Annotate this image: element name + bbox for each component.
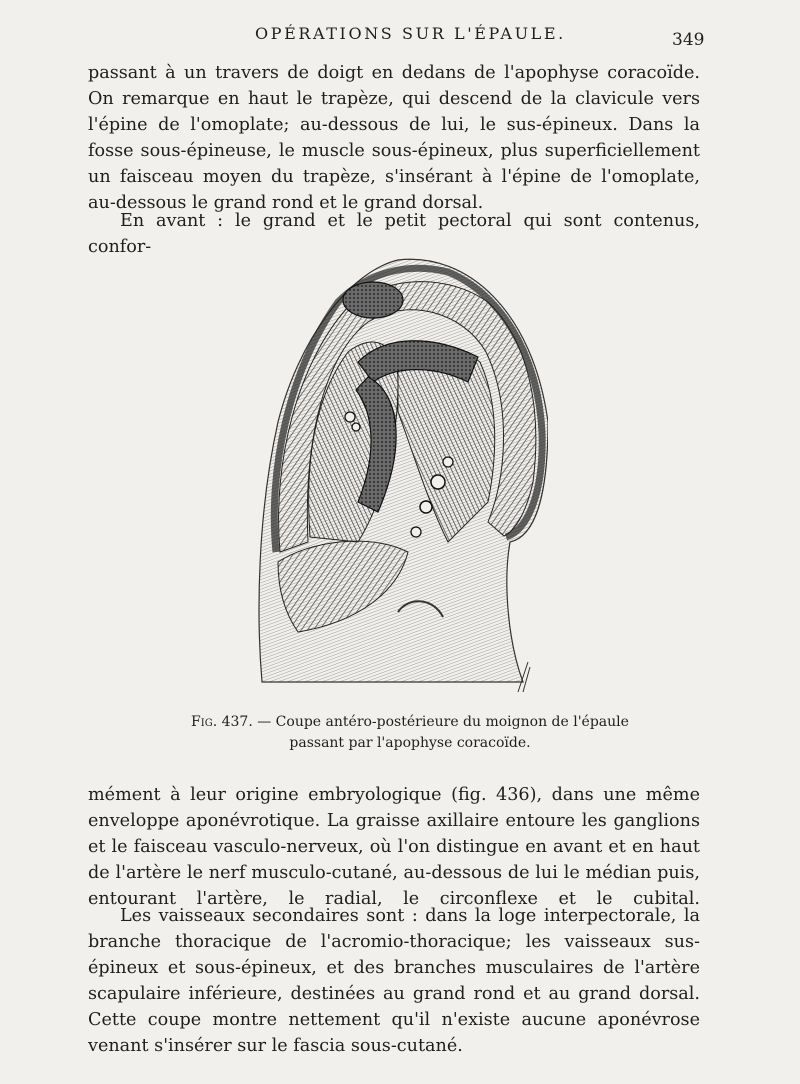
anatomical-section-figure [248,252,548,702]
page-header [0,22,800,50]
figure-caption [160,712,660,754]
paragraph-1: passant à un travers de doigt en dedans de l'apophyse coracoïde. On remarque en haut le trapèze, qui descend de la clavicule vers l'épine de l'omoplate; au-dessous de lui, le sus-épineux. Dans la fosse sous-épineuse, le muscle sous-épineux, plus superficiellement un faisceau moyen du trapèze, s'insérant à l'épine de l'omoplate, au-dessous le grand rond et le grand dorsal. [88,63,700,214]
caption-line-2: passant par l'apophyse coracoïde. [289,735,531,751]
figure-label: Fig. 437. [191,714,253,730]
running-head: OPÉRATIONS SUR L'ÉPAULE. [255,24,566,43]
page-number: 349 [672,30,705,50]
paragraph-2: En avant : le grand et le petit pectoral qui sont contenus, confor- [88,211,700,258]
paragraph-4: Les vaisseaux secondaires sont : dans la loge interpectorale, la branche thoracique de l'acromio-thoracique; les vaisseaux sus-épineux et sous-épineux, et des branches musculaires de l'artère scapulaire inférieure, destinées au grand rond et au grand dorsal. Cette coupe montre nettement qu'il n'existe aucune aponévrose venant s'insérer sur le fascia sous-cutané. [88,906,700,1057]
caption-line-1: — Coupe antéro-postérieure du moignon de l'épaule [257,714,629,730]
paragraph-3: mément à leur origine embryologique (fig. 436), dans une même enveloppe aponévrotique. La graisse axillaire entoure les ganglions et le faisceau vasculo-nerveux, où l'on distingue en avant et en haut de l'artère le nerf musculo-cutané, au-dessous de lui le médian puis, entourant l'artère, le radial, le circonflexe et le cubital. [88,785,700,910]
shoulder-cross-section-illustration [248,252,548,702]
